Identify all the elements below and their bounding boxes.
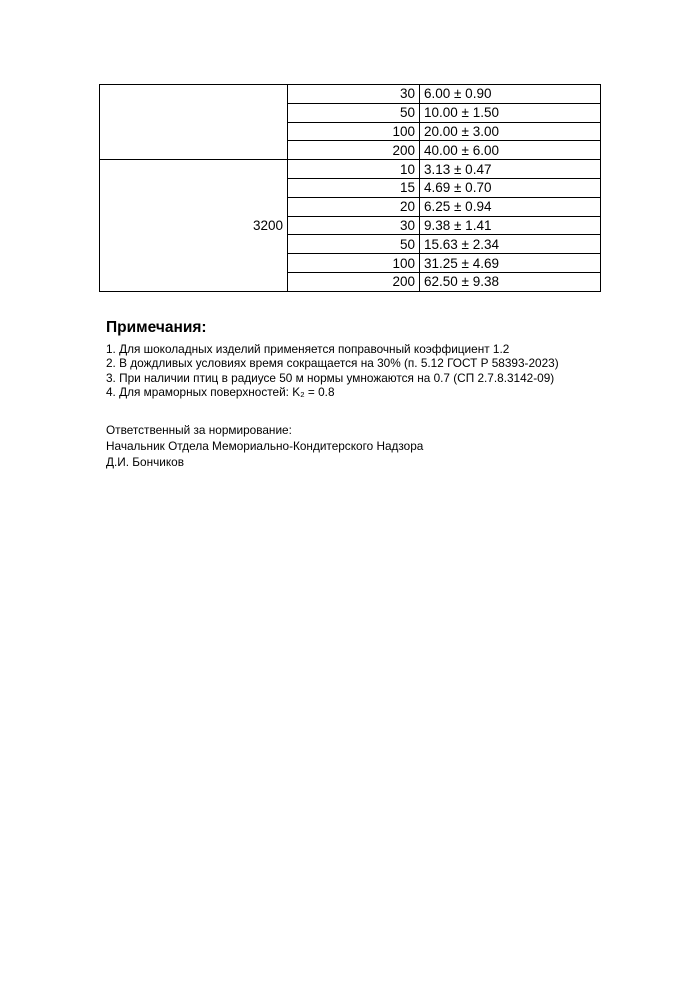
group-label-cell [100, 85, 288, 160]
value-cell: 3.13 ± 0.47 [420, 160, 601, 179]
value-cell: 9.38 ± 1.41 [420, 216, 601, 235]
table-row [100, 160, 601, 179]
table-row [100, 85, 601, 104]
note-item: 2. В дождливых условиях время сокращается на 30% (п. 5.12 ГОСТ Р 58393-2023) [106, 356, 559, 371]
duration-cell: 20 [288, 197, 420, 216]
duration-cell: 30 [288, 85, 420, 104]
value-cell: 62.50 ± 9.38 [420, 272, 601, 291]
signature-position: Начальник Отдела Мемориально-Кондитерского Надзора [106, 439, 424, 453]
value-cell: 10.00 ± 1.50 [420, 103, 601, 122]
duration-cell: 50 [288, 103, 420, 122]
note-item: 1. Для шоколадных изделий применяется поправочный коэффициент 1.2 [106, 342, 510, 356]
notes-list [106, 342, 559, 399]
duration-cell: 100 [288, 122, 420, 141]
group-label-cell: 3200 [100, 160, 288, 292]
norms-table [99, 84, 601, 292]
note-item: 3. При наличии птиц в радиусе 50 м нормы умножаются на 0.7 (СП 2.7.8.3142-09) [106, 370, 555, 385]
notes-title: Примечания: [106, 319, 207, 336]
value-cell: 20.00 ± 3.00 [420, 122, 601, 141]
duration-cell: 10 [288, 160, 420, 179]
signature-block [106, 422, 423, 470]
duration-cell: 100 [288, 254, 420, 273]
value-cell: 4.69 ± 0.70 [420, 178, 601, 197]
signature-name: Д.И. Бончиков [106, 455, 184, 469]
norms-table-body [100, 85, 601, 292]
note-item: 4. Для мраморных поверхностей: K₂ = 0.8 [106, 384, 335, 399]
duration-cell: 30 [288, 216, 420, 235]
value-cell: 6.25 ± 0.94 [420, 197, 601, 216]
value-cell: 6.00 ± 0.90 [420, 85, 601, 104]
duration-cell: 200 [288, 272, 420, 291]
value-cell: 31.25 ± 4.69 [420, 254, 601, 273]
duration-cell: 200 [288, 141, 420, 160]
value-cell: 40.00 ± 6.00 [420, 141, 601, 160]
signature-role-heading: Ответственный за нормирование: [106, 423, 292, 437]
value-cell: 15.63 ± 2.34 [420, 235, 601, 254]
duration-cell: 15 [288, 178, 420, 197]
duration-cell: 50 [288, 235, 420, 254]
